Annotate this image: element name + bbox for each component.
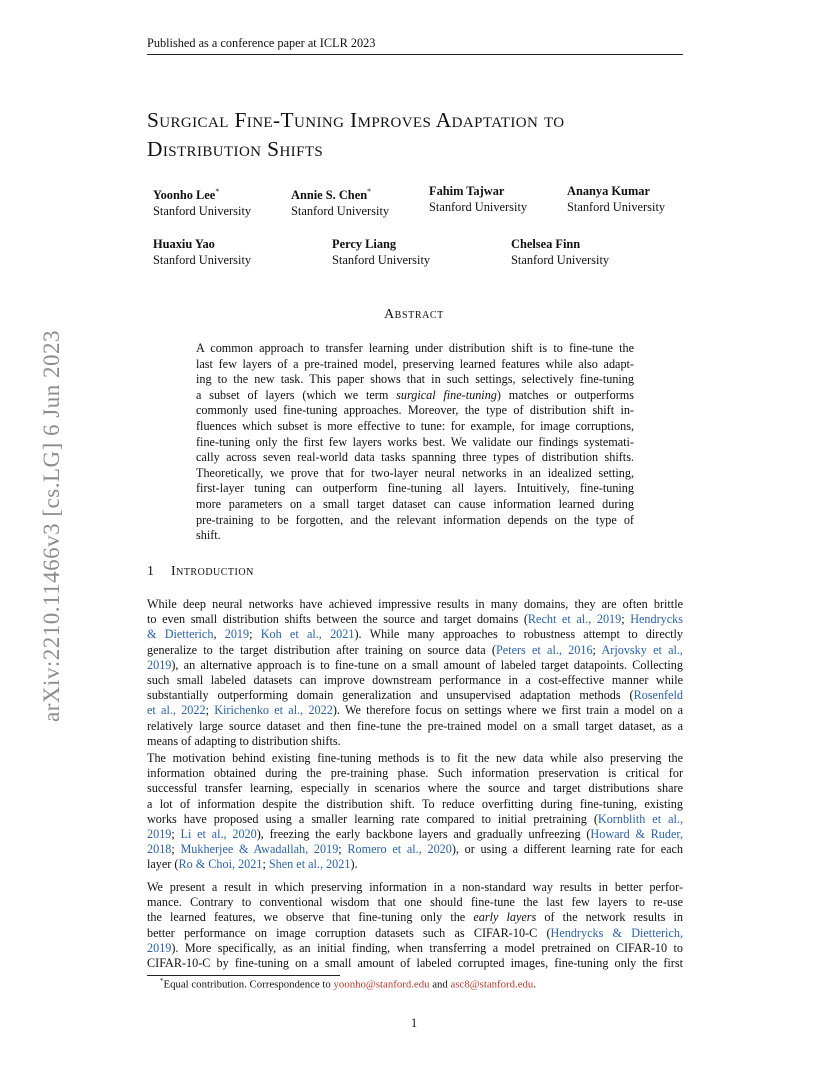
citation-link[interactable]: 2019 (224, 627, 250, 642)
text-line: fine-tuning only the first few layers works best. We validate our findings systemati- (196, 434, 634, 449)
citation-link[interactable]: Peters et al., (496, 642, 562, 657)
author (332, 237, 430, 268)
text-line: shift. (196, 528, 221, 543)
citation-link[interactable]: Mukherjee & Awadallah, (180, 842, 309, 857)
citation-link[interactable]: 2020 (232, 827, 257, 842)
citation-link[interactable]: Rosenfeld (633, 688, 683, 703)
citation-link[interactable]: 2019 (147, 657, 172, 672)
text-line: 2019; Li et al., 2020), freezing the early backbone layers and gradually unfreezing (Howard & Ruder, (147, 827, 684, 842)
citation-link[interactable]: Howard & Ruder, (590, 827, 684, 842)
text-line: cally across seven real-world data tasks spanning three types of distribution shifts. (196, 450, 634, 465)
author (429, 184, 527, 215)
author-affiliation: Stanford University (332, 252, 431, 267)
author (511, 237, 609, 268)
citation-link[interactable]: 2020 (427, 842, 452, 857)
intro-paragraph-3 (147, 880, 683, 971)
citation-link[interactable]: et al., (147, 703, 176, 718)
text-line: CIFAR-10-C by fine-tuning on a small amount of labeled corrupted images, fine-tuning only the first (147, 956, 683, 971)
citation-link[interactable]: Kirichenko et al., (214, 703, 304, 718)
author (291, 184, 389, 219)
abstract-body (196, 341, 634, 544)
header-rule (147, 54, 683, 55)
intro-paragraph-1 (147, 597, 683, 749)
author (153, 237, 251, 268)
citation-link[interactable]: 2018 (147, 842, 172, 857)
author-name: Yoonho Lee (153, 188, 216, 203)
author-name: Ananya Kumar (567, 184, 650, 198)
citation-link[interactable]: 2019 (147, 940, 172, 955)
citation-link[interactable]: Hendrycks (630, 612, 684, 627)
author-name: Huaxiu Yao (153, 237, 215, 251)
author-affiliation: Stanford University (567, 199, 666, 214)
citation-link[interactable]: Li et al., (180, 827, 227, 842)
citation-link[interactable]: 2022 (308, 703, 333, 718)
emphasis: early layers (473, 910, 537, 925)
author-mark: * (367, 187, 372, 196)
text-line: first-layer tuning can outperform fine-tuning all layers. Intuitively, fine-tuning (196, 481, 634, 496)
author-name: Fahim Tajwar (429, 184, 505, 198)
text-line: et al., 2022; Kirichenko et al., 2022). We therefore focus on settings where we first train a model on a (147, 703, 684, 718)
text-line: information obtained during the pre-training phase. Such information preservation is critical for (147, 766, 683, 781)
author (567, 184, 665, 215)
citation-link[interactable]: Recht et al., (527, 612, 592, 627)
text-line: mance. Contrary to conventional wisdom that one should fine-tune the last few layers to re-use (147, 895, 683, 910)
email-link-yoonho[interactable]: yoonho@stanford.edu (333, 978, 430, 991)
text-line: The motivation behind existing fine-tuning methods is to fit the new data while also preserving the (147, 751, 683, 765)
citation-link[interactable]: 2021 (238, 857, 263, 872)
abstract-heading: Abstract (384, 306, 444, 321)
text-line: pre-training to be forgotten, and the relevant information depends on the type of (196, 512, 634, 527)
text-line: the learned features, we observe that fine-tuning only the early layers of the network results in (147, 910, 684, 925)
text-line: better performance on image corruption datasets such as CIFAR-10-C (Hendrycks & Dietterich, (147, 925, 683, 940)
footnote-mark: * (160, 977, 164, 985)
citation-link[interactable]: 2022 (181, 703, 206, 718)
text-line: 2018; Mukherjee & Awadallah, 2019; Romero et al., 2020), or using a different learning rate for each (147, 842, 684, 857)
author-affiliation: Stanford University (153, 203, 252, 218)
author (153, 184, 251, 219)
footnote-rule (147, 975, 340, 976)
author-affiliation: Stanford University (291, 203, 390, 218)
text-line: 2019). More specifically, as an initial finding, when transferring a model pretrained on CIFAR-10 to (147, 940, 683, 955)
text-line: to even small distribution shifts between the source and target domains (Recht et al., 2019; Hendrycks (147, 612, 684, 627)
text-line: commonly used fine-tuning approaches. Moreover, the type of distribution shift in- (196, 403, 634, 418)
section-title: Introduction (171, 563, 254, 578)
page-number: 1 (410, 1016, 418, 1030)
text-line: layer (Ro & Choi, 2021; Shen et al., 2021). (147, 857, 358, 872)
author-name: Annie S. Chen (291, 188, 368, 203)
email-link-asc8[interactable]: asc8@stanford.edu (450, 978, 534, 991)
title-line: Surgical Fine-Tuning Improves Adaptation to (147, 108, 565, 132)
text-line: such small labeled datasets can improve downstream performance in a cost-effective manner while (147, 673, 683, 688)
citation-link[interactable]: 2021 (330, 627, 355, 642)
text-line: works have proposed using a smaller learning rate compared to initial pretraining (Kornblith et al., (147, 811, 683, 826)
text-line: We present a result in which preserving information in a non-standard way results in better perfor- (147, 880, 683, 894)
citation-link[interactable]: Ro & Choi, (178, 857, 236, 872)
text-line: Theoretically, we prove that for two-layer neural networks in an idealized setting, (196, 465, 634, 480)
citation-link[interactable]: Kornblith et al., (597, 811, 683, 826)
citation-link[interactable]: Shen et al., (268, 857, 324, 872)
citation-link[interactable]: 2019 (313, 842, 339, 857)
citation-link[interactable]: 2016 (568, 642, 593, 657)
citation-link[interactable]: Hendrycks & Dietterich, (550, 925, 683, 940)
author-mark: * (215, 187, 220, 196)
text-line: ing to the new task. This paper shows that in such settings, selectively fine-tuning (196, 372, 634, 387)
arxiv-stamp: arXiv:2210.11466v3 [cs.LG] 6 Jun 2023 (39, 330, 64, 722)
text-line: relatively large source dataset and then fine-tune the pre-trained model on a small target dataset, as a (147, 718, 683, 733)
text-line: 2019), an alternative approach is to fine-tune on a small amount of labeled target datapoints. Collecting (147, 657, 683, 672)
paper-title (147, 106, 707, 164)
text-line: successful transfer learning, especially in scenarios where the source and target distributions share (147, 781, 683, 796)
text-line: & Dietterich, 2019; Koh et al., 2021). While many approaches to robustness attempt to directly (147, 627, 684, 642)
footnote-and: and (429, 978, 451, 991)
emphasis: surgical fine-tuning (396, 387, 497, 402)
text-line: While deep neural networks have achieved impressive results in many domains, they are often brittle (147, 597, 683, 611)
author-name: Chelsea Finn (511, 237, 581, 251)
citation-link[interactable]: Koh et al., (260, 627, 322, 642)
author-affiliation: Stanford University (153, 252, 252, 267)
author-affiliation: Stanford University (511, 252, 610, 267)
text-line: more parameters on a small target dataset can cause information learned during (196, 496, 634, 511)
footnote-end: . (533, 978, 537, 991)
citation-link[interactable]: 2021 (326, 857, 351, 872)
citation-link[interactable]: 2019 (147, 827, 172, 842)
author-affiliation: Stanford University (429, 199, 528, 214)
text-line: last few layers of a pre-trained model, preserving learned features while also adapt- (196, 356, 634, 371)
citation-link[interactable]: 2019 (596, 612, 622, 627)
text-line: A common approach to transfer learning under distribution shift is to fine-tune the (196, 341, 634, 355)
text-line: substantially outperforming domain generalization and unsupervised adaptation methods (Rosenfeld (147, 688, 683, 703)
text-line: fluences which subset is more effective to tune: for example, for image corruptions, (196, 418, 634, 433)
footnote (160, 977, 536, 991)
text-line: means of adapting to distribution shifts. (147, 733, 341, 748)
running-header: Published as a conference paper at ICLR 2023 (147, 36, 376, 50)
citation-link[interactable]: & Dietterich (147, 627, 214, 642)
title-line: Distribution Shifts (147, 137, 324, 161)
section-number: 1 (147, 563, 154, 578)
text-line: a subset of layers (which we term surgical fine-tuning) matches or outperforms (196, 387, 634, 402)
footnote-text: Equal contribution. Correspondence to (163, 978, 334, 991)
author-name: Percy Liang (332, 237, 397, 251)
citation-link[interactable]: Romero et al., (347, 842, 422, 857)
text-line: generalize to the target distribution after training on source data (Peters et al., 2016; Arjovsky et al., (147, 642, 683, 657)
citation-link[interactable]: Arjovsky et al., (601, 642, 683, 657)
intro-paragraph-2 (147, 751, 683, 873)
section-heading-introduction (147, 563, 254, 579)
text-line: a lot of information despite the distribution shift. To reduce overfitting during fine-tuning, existing (147, 796, 683, 811)
